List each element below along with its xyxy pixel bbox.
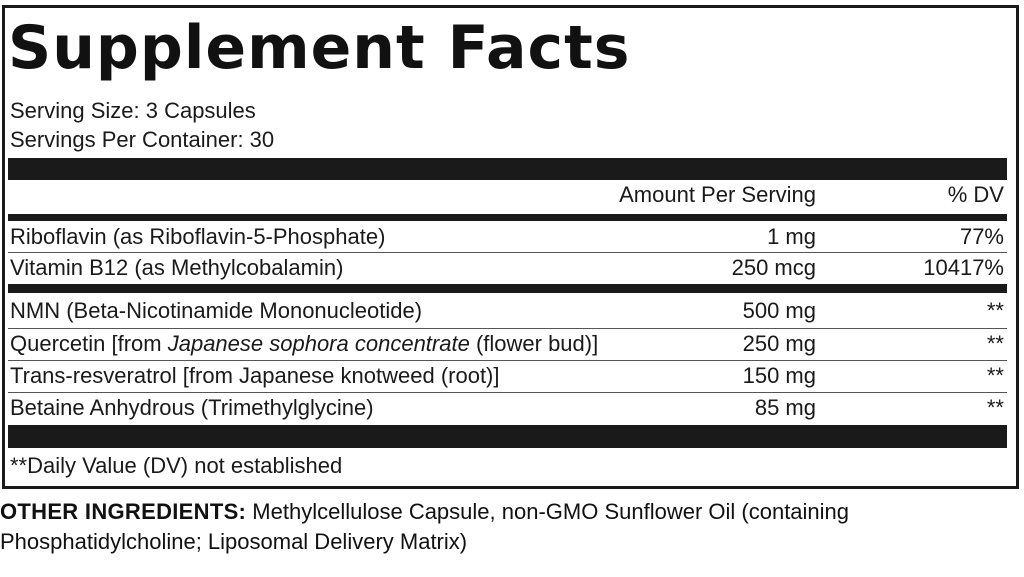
nutrient-amount: 85 mg [754,395,816,420]
nutrient-name: Riboflavin (as Riboflavin-5-Phosphate) [10,224,386,249]
nutrient-row-vitamin-b12 [10,253,1004,283]
nutrient-name-suffix: (flower bud)] [469,331,599,356]
nutrient-dv: ** [986,331,1004,356]
dv-footnote: **Daily Value (DV) not established [10,453,343,478]
column-header-row [10,180,1004,210]
nutrient-amount: 1 mg [767,224,816,249]
nutrient-dv: ** [986,395,1004,420]
medium-divider-middle [8,284,1007,293]
nutrient-row-riboflavin [10,222,1004,252]
other-ingredients-label: OTHER INGREDIENTS: [0,499,247,524]
nutrient-name-italic: Japanese sophora concentrate [167,331,470,356]
nutrient-row-trans-resveratrol [10,361,1004,391]
other-ingredients [0,497,1024,557]
nutrient-row-betaine [10,393,1004,423]
nutrient-name: NMN (Beta-Nicotinamide Mononucleotide) [10,298,423,323]
supplement-facts-title: Supplement Facts [8,13,631,83]
servings-per-container: Servings Per Container: 30 [10,127,275,152]
medium-divider-header [8,214,1007,221]
nutrient-name: Trans-resveratrol [from Japanese knotweed (root)] [10,363,500,388]
nutrient-name [10,329,598,359]
nutrient-dv: 10417% [923,255,1004,280]
nutrient-amount: 250 mcg [731,255,816,280]
nutrient-row-nmn [10,296,1004,326]
serving-size: Serving Size: 3 Capsules [10,98,256,123]
nutrient-name-prefix: Quercetin [from [10,331,168,356]
dv-header: % DV [947,182,1004,207]
nutrient-dv: 77% [959,224,1004,249]
nutrient-row-quercetin [10,329,1004,359]
nutrient-dv: ** [986,298,1004,323]
nutrient-amount: 500 mg [742,298,816,323]
nutrient-amount: 150 mg [742,363,816,388]
nutrient-name: Betaine Anhydrous (Trimethylglycine) [10,395,374,420]
nutrient-amount: 250 mg [742,331,816,356]
amount-per-serving-header: Amount Per Serving [619,182,816,207]
nutrient-name: Vitamin B12 (as Methylcobalamin) [10,255,344,280]
thick-divider-bottom [8,425,1007,448]
thick-divider-top [8,158,1007,180]
nutrient-dv: ** [986,363,1004,388]
other-ingredients-text: Methylcellulose Capsule, non-GMO Sunflower Oil (containing Phosphatidylcholine; Liposomal Delivery Matrix) [0,499,850,554]
